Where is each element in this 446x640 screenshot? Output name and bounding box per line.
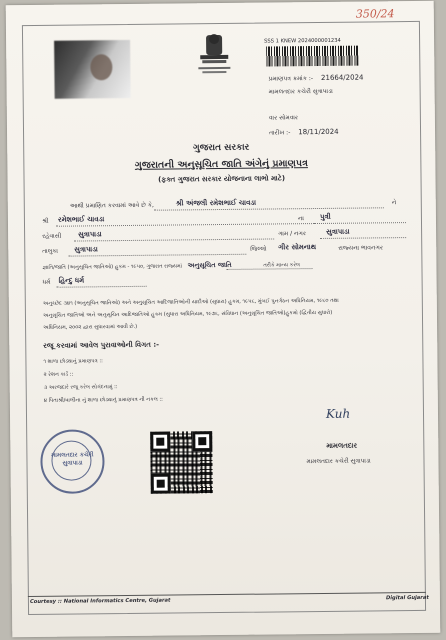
- government-title: ગુજરાત સરકાર: [193, 142, 250, 154]
- issuer-top: મામલતદાર કચેરી સુત્રાપાડા: [268, 87, 333, 96]
- signatory-title: મામલતદાર: [326, 441, 358, 450]
- taluka-value: સુત્રાપાડા: [74, 245, 98, 254]
- caste-pre: જ્ઞાતિ/જાતિ (અનુસૂચિત જાતિઓ) હુકમ - ૧૯૫૦, ગુજરાત રાજ્યમાં: [42, 263, 182, 271]
- documents-heading: રજૂ કરવામાં આવેલ પુરાવાઓની વિગત :-: [43, 340, 160, 350]
- residence-value: સુત્રાપાડા: [78, 230, 102, 239]
- legal-para-3: અધિનિયમ, ૨૦૦૨ દ્વારા સુધારવામાં આવી છે.): [43, 323, 138, 331]
- person-name: શ્રી અંજલી રમેશભાઈ ચાવડા: [175, 198, 257, 208]
- residence-label: રહેવાસી: [42, 232, 62, 240]
- document-item-4: ૪ પિતાશ્રી/વાલીના નું શાળા છોડ્યાનું પ્રમાણપત્ર ની નકલ ::: [43, 396, 163, 404]
- legal-para-1: અનુચ્છેદ ૩૪૧ (અનુસૂચિત જાતિઓ) અને અનુસૂચિત આદિજાતિઓની યાદીઓ (સુધારા) હુકમ, ૧૯૫૬, મુંબઈ પુનર્ગઠન અધિનિયમ, ૧૯૬૦ તથા: [42, 297, 339, 307]
- religion-value: હિન્દુ ધર્મ: [58, 276, 85, 285]
- seal-text: મામલતદાર કચેરી સુત્રાપાડા: [51, 451, 94, 467]
- footer-courtesy: Courtesy :: National Informatics Centre, Gujarat: [29, 597, 171, 606]
- caste-post: તરીકે માન્ય કરેલ: [263, 262, 300, 269]
- village-label: ગામ / નગર: [278, 230, 307, 238]
- national-emblem-icon: [192, 31, 236, 77]
- date-label: તારીખ :-: [269, 129, 291, 137]
- legal-para-2: અનુસૂચિત જાતિઓ અને અનુસૂચિત આદિજાતિઓ હુકમ (સુધારા અધિનિયમ, ૧૯૭૬, સંવિધાન (અનુસૂચિત જાતિઓ)હુકમો (દ્વિતીય સુધારો): [42, 309, 333, 319]
- document-item-3: ૩ અરજદારે રજૂ કરેલ સોગંદનામું ::: [43, 384, 118, 391]
- relation-prefix: શ્રી: [41, 217, 49, 225]
- caste-value: અનુસૂચિત જાતિ: [187, 260, 232, 270]
- certificate-number-label: પ્રમાણપત્ર ક્રમાંક :-: [268, 75, 314, 83]
- intro-text: આથી પ્રમાણિત કરવામાં આવે છે કે,: [69, 201, 154, 210]
- district-value: ગીર સોમનાથ: [278, 243, 317, 252]
- village-value: સુત્રાપાડા: [326, 227, 350, 236]
- serial-number: SSS 1 KNEW 2024000001234: [264, 37, 341, 45]
- certificate-number-row: [268, 74, 363, 84]
- date-value: 18/11/2024: [298, 127, 339, 137]
- name-end-mark: ને: [391, 199, 397, 207]
- signature: Kuh: [325, 406, 351, 421]
- state-label: રાજ્યના ભાવનગર: [338, 244, 384, 252]
- footer-digital-gujarat: Digital Gujarat: [385, 594, 429, 602]
- relation-label: ના: [297, 215, 304, 223]
- applicant-photo: [54, 40, 131, 99]
- certificate-number: 21664/2024: [320, 73, 364, 82]
- day-label: વાર સોમવાર: [268, 114, 299, 122]
- certificate-subtitle: (ફક્ત ગુજરાત સરકાર યોજનાના લાભો માટે): [158, 174, 286, 184]
- handwritten-note: 350/24: [355, 7, 395, 21]
- certificate-title: ગુજરાતની અનુસૂચિત જાતિ અંગેનું પ્રમાણપત્ર: [134, 158, 308, 171]
- taluka-label: તાલુકા: [42, 247, 59, 255]
- relation-value: પુત્રી: [319, 212, 331, 221]
- date-row: [269, 128, 339, 138]
- document-item-1: ૧ શાળા છોડ્યાનું પ્રમાણપત્ર ::: [43, 358, 103, 365]
- district-label: જિલ્લો: [250, 245, 267, 253]
- signatory-office: મામલતદાર કચેરી સુત્રાપાડા: [306, 457, 371, 466]
- father-name: રમેશભાઈ ચાવડા: [57, 215, 105, 224]
- document-item-2: ૨ રેશન કાર્ડ ::: [43, 371, 74, 378]
- qr-code: [150, 431, 213, 494]
- barcode: [266, 46, 358, 67]
- certificate-page: [6, 1, 441, 637]
- religion-label: ધર્મ: [42, 278, 51, 286]
